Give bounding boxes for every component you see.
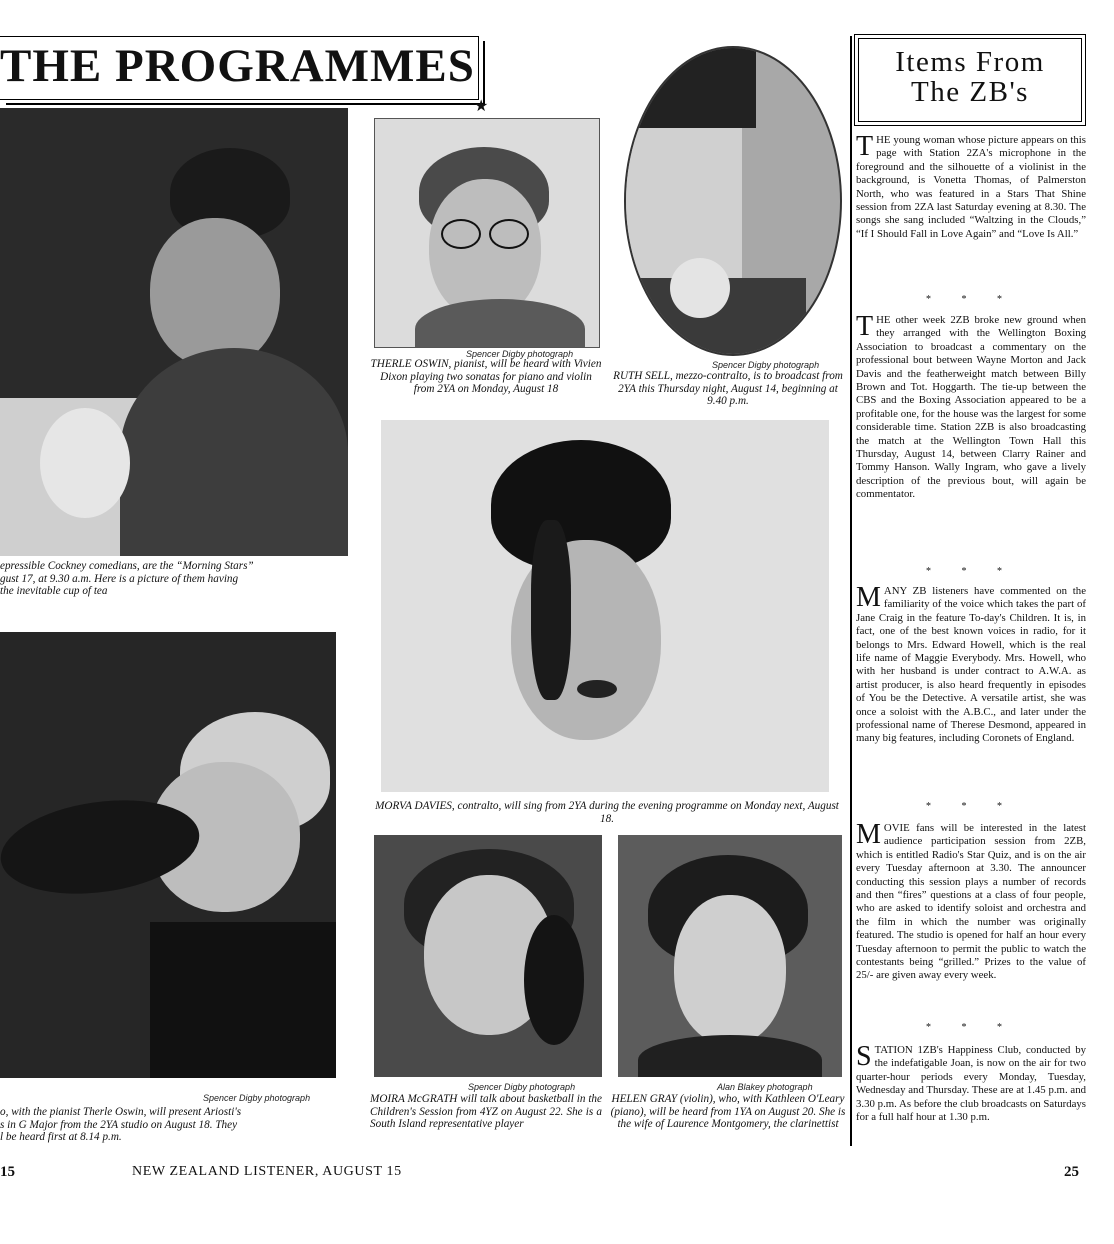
caption-cockney-line2: gust 17, at 9.30 a.m. Here is a picture of them having (0, 572, 239, 585)
caption-ruth-sell: RUTH SELL, mezzo-contralto, is to broadcast from 2YA this Thursday night, August 14, beginning at 9.40 p.m. (613, 370, 843, 407)
photo-cockney-comedians (0, 108, 348, 556)
credit-violinist: Spencer Digby photograph (203, 1093, 311, 1103)
caption-morva-davies: MORVA DAVIES, contralto, will sing from 2YA during the evening programme on Monday next, August 18. (375, 800, 839, 825)
headline-box (0, 36, 479, 100)
zb-article-2-initial: T (856, 311, 874, 342)
zb-title-line1: Items From (895, 46, 1045, 78)
separator-4: * * * (926, 1022, 1016, 1033)
caption-therle-oswin: THERLE OSWIN, pianist, will be heard with Vivien Dixon playing two sonatas for piano and violin from 2YA on Monday, August 18 (370, 358, 602, 395)
separator-1: * * * (926, 294, 1016, 305)
page-number-right: 25 (1064, 1164, 1079, 1180)
caption-cockney-line3: the inevitable cup of tea (0, 585, 108, 597)
caption-violinist-line3: l be heard first at 8.14 p.m. (0, 1131, 122, 1143)
credit-therle-oswin: Spencer Digby photograph (466, 349, 574, 359)
zb-article-3 (856, 582, 1086, 746)
credit-helen-gray: Alan Blakey photograph (717, 1082, 813, 1092)
zb-article-2-text: HE other week 2ZB broke new ground when they arranged with the Wellington Boxing Association to broadcast a commentary on the professional bout between Wayne Morton and Jack Davis and the featherweight match between Billy Brown and Tot. Hoggarth. The tie-up between the CBS and the Boxing Association appeared to be a profitable one, for the house was the largest for some considerable time. Station 2ZB is also broadcasting the match at the Wellington Town Hall this Thursday, August 14, between Clarry Rainer and Tommy Hanson. Wally Ingram, who gave a lively description of the previous bout, will again be commentator. (856, 314, 1086, 501)
separator-2: * * * (926, 566, 1016, 577)
zb-article-5-initial: S (856, 1041, 872, 1072)
credit-ruth-sell: Spencer Digby photograph (712, 360, 820, 370)
caption-violinist-line2: s in G Major from the 2YA studio on August 18. They (0, 1118, 238, 1131)
caption-moira-mcgrath: MOIRA McGRATH will talk about basketball in the Children's Session from 4YZ on August 22. She is a South Island representative player (370, 1093, 602, 1130)
credit-moira-mcgrath: Spencer Digby photograph (468, 1082, 576, 1092)
page-headline: THE PROGRAMMES (0, 40, 475, 92)
zb-article-4-text: OVIE fans will be interested in the latest audience participation session from 2ZB, which is entitled Radio's Star Quiz, and is on the air every Tuesday afternoon at 3.30. The announcer conducting this session plays a number of records and then “fires” questions at a class of four people, who are asked to identify soloist and orchestra and the film in which the number was originally featured. The studio is opened for half an hour every Tuesday afternoon to permit the public to watch the contestants being “grilled.” Prizes to the value of 25/- are given away every week. (856, 822, 1086, 982)
zb-article-3-text: ANY ZB listeners have commented on the familiarity of the voice which takes the part of Jane Craig in the feature To-day's Children. It is, in fact, one of the best known voices in radio, for it belongs to Mrs. Edward Howell, which is the real life name of Maggie Everybody. Mrs. Howell, who with her husband is under contract to A.W.A. as artist producer, is also heard frequently in episodes of You be the Detective. A versatile artist, she was once a soloist with the A.B.C., and later under the professional name of Therese Desmond, appeared in many big features, including Coronets of England. (856, 585, 1086, 745)
zb-article-1 (856, 131, 1086, 241)
zb-article-5-text: TATION 1ZB's Happiness Club, conducted by the indefatigable Joan, is now on the air for two quarter-hour periods every Monday, Tuesday, Wednesday and Thursday. These are at 1.45 p.m. and 3.30 p.m. As before the club broadcasts on Saturdays for a full half hour at 1.30 p.m. (856, 1044, 1086, 1124)
page-number-left: 15 (0, 1164, 15, 1180)
caption-violinist-line1: o, with the pianist Therle Oswin, will present Ariosti's (0, 1106, 242, 1118)
photo-therle-oswin (374, 118, 600, 348)
caption-helen-gray: HELEN GRAY (violin), who, with Kathleen O'Leary (piano), will be heard from 1YA on August 20. She is the wife of Laurence Montgomery, the clarinettist (610, 1093, 846, 1130)
column-rule (850, 36, 852, 1146)
photo-moira-mcgrath (374, 835, 602, 1077)
photo-violinist (0, 632, 336, 1078)
star-ornament: ★ (474, 98, 489, 115)
caption-cockney-line1: epressible Cockney comedians, are the “Morning Stars” (0, 560, 254, 572)
zb-title (859, 47, 1081, 107)
publication-footer: NEW ZEALAND LISTENER, AUGUST 15 (132, 1164, 402, 1179)
caption-cockney (0, 560, 345, 598)
zb-title-box (858, 38, 1082, 122)
zb-title-line2: The ZB's (911, 76, 1029, 108)
zb-article-1-text: HE young woman whose picture appears on this page with Station 2ZA's microphone in the foreground and the silhouette of a violinist in the background, is Vonetta Thomas, of Palmerston North, who was featured in a Stars That Shine session from 2ZA last Saturday evening at 8.30. The songs she sang included “Waltzing in the Clouds,” “If I Should Fall in Love Again” and “Love Is All.” (856, 134, 1086, 240)
zb-article-3-initial: M (856, 582, 881, 613)
zb-article-1-initial: T (856, 131, 874, 162)
separator-3: * * * (926, 801, 1016, 812)
photo-morva-davies (381, 420, 829, 792)
caption-violinist (0, 1106, 340, 1144)
zb-article-2 (856, 311, 1086, 502)
zb-article-5 (856, 1041, 1086, 1124)
zb-article-4 (856, 819, 1086, 983)
photo-ruth-sell (624, 46, 842, 356)
photo-helen-gray (618, 835, 842, 1077)
zb-article-4-initial: M (856, 819, 881, 850)
